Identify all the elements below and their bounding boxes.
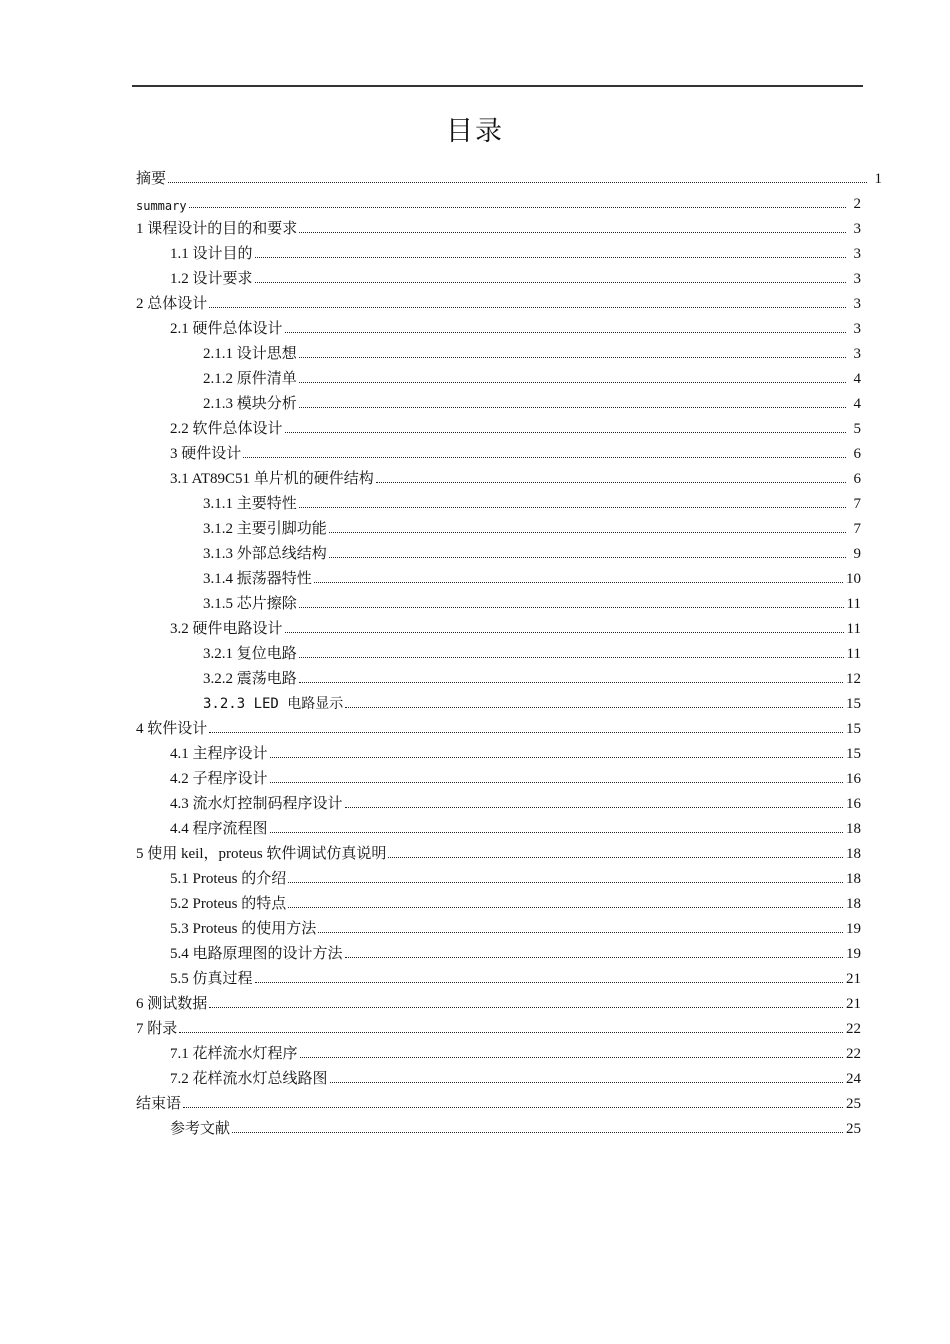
toc-entry[interactable] <box>170 863 861 888</box>
leader-dots <box>270 832 843 833</box>
toc-label: 3.1.4 振荡器特性 <box>203 571 312 587</box>
leader-dots <box>285 432 846 433</box>
toc-page: 21 <box>846 971 861 987</box>
toc-page: 6 <box>853 471 861 487</box>
toc-entry[interactable] <box>136 288 861 313</box>
toc-page: 18 <box>846 821 861 837</box>
toc-page: 3 <box>853 221 861 237</box>
leader-dots <box>299 607 844 608</box>
toc-page: 11 <box>846 596 861 612</box>
leader-dots <box>299 407 846 408</box>
toc-page: 22 <box>846 1046 861 1062</box>
toc-entry[interactable] <box>203 363 861 388</box>
toc-label: 6 测试数据 <box>136 996 208 1012</box>
toc-entry[interactable] <box>170 763 861 788</box>
toc-entry[interactable] <box>170 263 861 288</box>
toc-label: 7.2 花样流水灯总线路图 <box>170 1071 328 1087</box>
leader-dots <box>183 1107 843 1108</box>
toc-entry[interactable] <box>170 738 861 763</box>
toc-entry[interactable] <box>203 538 861 563</box>
toc-entry[interactable] <box>203 588 861 613</box>
toc-entry[interactable] <box>136 713 861 738</box>
toc-label: 5 使用 keil，proteus 软件调试仿真说明 <box>136 846 387 862</box>
toc-label: 7.1 花样流水灯程序 <box>170 1046 298 1062</box>
leader-dots <box>318 932 843 933</box>
toc-label: 2.1.1 设计思想 <box>203 346 297 362</box>
leader-dots <box>300 1057 843 1058</box>
leader-dots <box>299 507 846 508</box>
toc-page: 7 <box>853 521 861 537</box>
toc-entry[interactable] <box>170 788 861 813</box>
toc-page: 15 <box>846 746 861 762</box>
toc-page: 1 <box>874 171 882 187</box>
toc-page: 5 <box>853 421 861 437</box>
toc-entry[interactable] <box>170 463 861 488</box>
toc-label: 3 硬件设计 <box>170 446 242 462</box>
leader-dots <box>329 532 846 533</box>
leader-dots <box>270 782 843 783</box>
toc-label: 结束语 <box>136 1096 182 1112</box>
toc-entry[interactable] <box>170 613 861 638</box>
toc-entry[interactable] <box>203 388 861 413</box>
toc-page: 3 <box>853 346 861 362</box>
leader-dots <box>329 557 846 558</box>
toc-page: 3 <box>853 296 861 312</box>
toc-label: 3.1.3 外部总线结构 <box>203 546 327 562</box>
toc-label: summary <box>136 199 187 213</box>
toc-label: 3.1.2 主要引脚功能 <box>203 521 327 537</box>
toc-label: 5.2 Proteus 的特点 <box>170 896 287 912</box>
toc-label: 2.1 硬件总体设计 <box>170 321 283 337</box>
leader-dots <box>314 582 843 583</box>
leader-dots <box>345 807 843 808</box>
leader-dots <box>388 857 843 858</box>
page-title: 目录 <box>446 116 504 147</box>
toc-entry[interactable] <box>170 938 861 963</box>
toc-label: 4.2 子程序设计 <box>170 771 268 787</box>
toc-label: 1 课程设计的目的和要求 <box>136 221 298 237</box>
toc-label: 5.3 Proteus 的使用方法 <box>170 921 317 937</box>
toc-page: 18 <box>846 896 861 912</box>
toc-page: 16 <box>846 771 861 787</box>
toc-label: 5.1 Proteus 的介绍 <box>170 871 287 887</box>
leader-dots <box>345 957 843 958</box>
toc-page: 18 <box>846 871 861 887</box>
toc-page: 24 <box>846 1071 861 1087</box>
leader-dots <box>255 982 843 983</box>
leader-dots <box>243 457 846 458</box>
leader-dots <box>285 332 846 333</box>
toc-page: 22 <box>846 1021 861 1037</box>
leader-dots <box>376 482 846 483</box>
toc-page: 4 <box>853 371 861 387</box>
toc-page: 15 <box>846 721 861 737</box>
toc-label: 5.5 仿真过程 <box>170 971 253 987</box>
toc-page: 11 <box>846 621 861 637</box>
toc-page: 19 <box>846 946 861 962</box>
toc-label: 3.1.1 主要特性 <box>203 496 297 512</box>
toc-entry[interactable] <box>203 688 861 713</box>
toc-entry[interactable] <box>170 438 861 463</box>
toc-entry[interactable] <box>136 988 861 1013</box>
toc-entry[interactable] <box>136 1013 861 1038</box>
toc-entry[interactable] <box>203 563 861 588</box>
leader-dots <box>288 907 843 908</box>
leader-dots <box>232 1132 843 1133</box>
toc-label: 4 软件设计 <box>136 721 208 737</box>
toc-page: 2 <box>853 196 861 212</box>
toc-page: 7 <box>853 496 861 512</box>
toc-label: 7 附录 <box>136 1021 178 1037</box>
toc-entry[interactable] <box>136 1088 861 1113</box>
leader-dots <box>168 182 867 183</box>
leader-dots <box>299 657 844 658</box>
leader-dots <box>299 682 843 683</box>
toc-label: 3.1 AT89C51 单片机的硬件结构 <box>170 471 374 487</box>
leader-dots <box>255 257 846 258</box>
toc-page: 25 <box>846 1096 861 1112</box>
toc-label: 2 总体设计 <box>136 296 208 312</box>
toc-page: 9 <box>853 546 861 562</box>
toc-entry[interactable] <box>136 188 861 213</box>
toc-label: 2.1.2 原件清单 <box>203 371 297 387</box>
toc-entry[interactable] <box>136 163 882 188</box>
toc-label: 4.4 程序流程图 <box>170 821 268 837</box>
leader-dots <box>288 882 843 883</box>
toc-label: 3.2.1 复位电路 <box>203 646 297 662</box>
leader-dots <box>270 757 843 758</box>
toc-label: 2.2 软件总体设计 <box>170 421 283 437</box>
toc-entry[interactable] <box>203 338 861 363</box>
toc-page: 6 <box>853 446 861 462</box>
toc-entry[interactable] <box>170 813 861 838</box>
toc-label: 1.1 设计目的 <box>170 246 253 262</box>
toc-label: 2.1.3 模块分析 <box>203 396 297 412</box>
toc-page: 21 <box>846 996 861 1012</box>
leader-dots <box>345 707 843 708</box>
toc-label: 5.4 电路原理图的设计方法 <box>170 946 343 962</box>
toc-entry[interactable] <box>136 838 861 863</box>
toc-entry[interactable] <box>203 638 861 663</box>
toc-entry[interactable] <box>170 1113 861 1138</box>
toc-page: 3 <box>853 271 861 287</box>
leader-dots <box>299 232 846 233</box>
toc-page: 16 <box>846 796 861 812</box>
toc-page: 19 <box>846 921 861 937</box>
toc-label: 3.2 硬件电路设计 <box>170 621 283 637</box>
toc-page: 25 <box>846 1121 861 1137</box>
toc-entry[interactable] <box>136 213 861 238</box>
toc-page: 11 <box>846 646 861 662</box>
toc-label: 3.2.2 震荡电路 <box>203 671 297 687</box>
leader-dots <box>209 732 843 733</box>
toc-label: 3.1.5 芯片擦除 <box>203 596 297 612</box>
leader-dots <box>179 1032 843 1033</box>
toc-entry[interactable] <box>203 513 861 538</box>
toc-page: 3 <box>853 246 861 262</box>
toc-entry[interactable] <box>170 238 861 263</box>
toc-page: 3 <box>853 321 861 337</box>
leader-dots <box>209 1007 843 1008</box>
toc-page: 18 <box>846 846 861 862</box>
toc-label: 3.2.3 LED 电路显示 <box>203 696 344 712</box>
toc-entry[interactable] <box>170 963 861 988</box>
toc-entry[interactable] <box>170 888 861 913</box>
toc-label: 摘要 <box>136 171 167 187</box>
leader-dots <box>330 1082 843 1083</box>
toc-entry[interactable] <box>203 488 861 513</box>
toc-page: 15 <box>846 696 861 712</box>
toc-label: 参考文献 <box>170 1121 231 1137</box>
leader-dots <box>299 382 846 383</box>
toc-page: 4 <box>853 396 861 412</box>
toc-entry[interactable] <box>170 913 861 938</box>
toc-entry[interactable] <box>203 663 861 688</box>
toc-label: 4.1 主程序设计 <box>170 746 268 762</box>
leader-dots <box>299 357 846 358</box>
toc-entry[interactable] <box>170 1063 861 1088</box>
toc-label: 4.3 流水灯控制码程序设计 <box>170 796 343 812</box>
toc-entry[interactable] <box>170 1038 861 1063</box>
header-rule <box>132 85 863 87</box>
leader-dots <box>209 307 846 308</box>
leader-dots <box>255 282 846 283</box>
leader-dots <box>189 207 846 208</box>
leader-dots <box>285 632 844 633</box>
toc-label: 1.2 设计要求 <box>170 271 253 287</box>
toc-entry[interactable] <box>170 313 861 338</box>
toc-entry[interactable] <box>170 413 861 438</box>
toc-page: 12 <box>846 671 861 687</box>
toc-page: 10 <box>846 571 861 587</box>
